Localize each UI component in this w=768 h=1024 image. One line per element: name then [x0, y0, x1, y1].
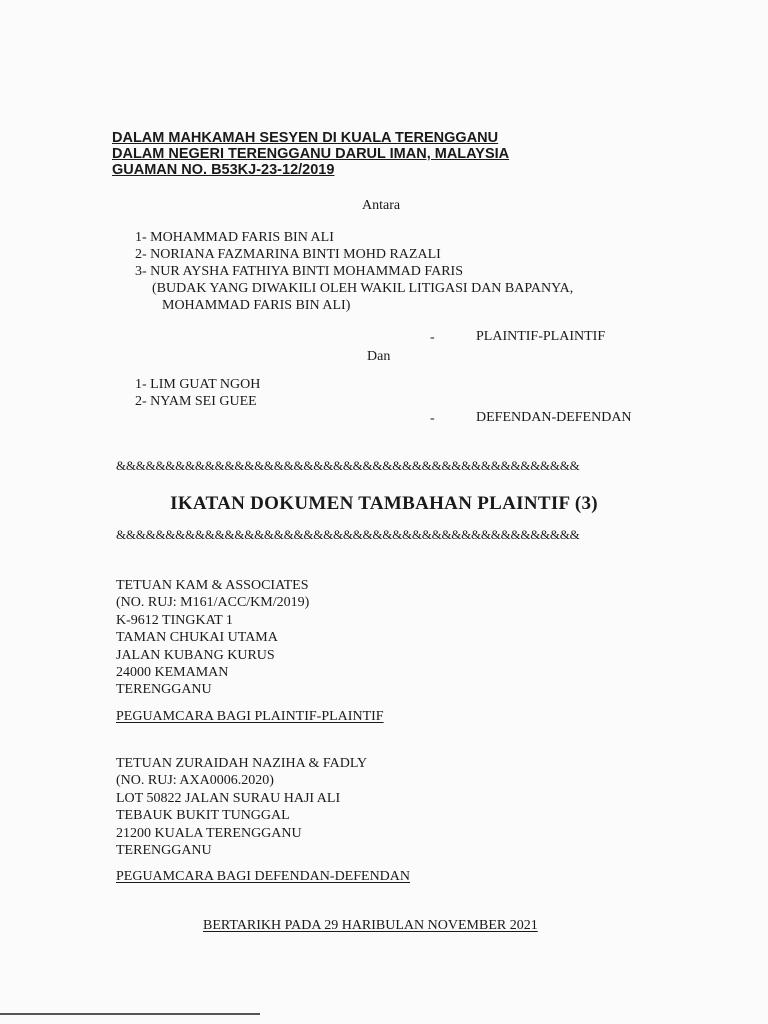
defendant-solicitor-address-line: TERENGGANU: [116, 843, 212, 859]
court-name: DALAM MAHKAMAH SESYEN DI KUALA TERENGGANU: [112, 130, 499, 146]
plaintiff-solicitor-ref: (NO. RUJ: M161/ACC/KM/2019): [116, 595, 310, 611]
plaintiff-solicitor-address-line: 24000 KEMAMAN: [116, 665, 229, 681]
date-line: BERTARIKH PADA 29 HARIBULAN NOVEMBER 2021: [203, 918, 538, 933]
plaintiff-solicitor-firm: TETUAN KAM & ASSOCIATES: [116, 578, 309, 593]
defendant-solicitor-address: [116, 755, 367, 859]
document-title: IKATAN DOKUMEN TAMBAHAN PLAINTIF (3): [170, 493, 598, 514]
plaintiff-2: 2- NORIANA FAZMARINA BINTI MOHD RAZALI: [135, 247, 441, 262]
defendant-1: 1- LIM GUAT NGOH: [135, 377, 261, 392]
defendant-role-dash: -: [430, 411, 435, 426]
plaintiff-solicitor-address-line: K-9612 TINGKAT 1: [116, 612, 233, 628]
plaintiff-solicitor-address-line: TAMAN CHUKAI UTAMA: [116, 630, 278, 646]
plaintiff-solicitor-address-line: TERENGGANU: [116, 682, 212, 698]
plaintiff-solicitor-address: [116, 577, 309, 699]
defendant-solicitor-firm: TETUAN ZURAIDAH NAZIHA & FADLY: [116, 756, 368, 771]
plaintiff-role: PLAINTIF-PLAINTIF: [476, 329, 606, 344]
plaintiff-solicitor-label: PEGUAMCARA BAGI PLAINTIF-PLAINTIF: [116, 709, 384, 724]
plaintiff-solicitor-address-line: JALAN KUBANG KURUS: [116, 647, 275, 663]
defendant-2: 2- NYAM SEI GUEE: [135, 394, 257, 409]
court-state: DALAM NEGERI TERENGGANU DARUL IMAN, MALAYSIA: [112, 146, 510, 162]
scan-edge-line: [0, 1013, 260, 1015]
plaintiff-1: 1- MOHAMMAD FARIS BIN ALI: [135, 230, 334, 245]
defendant-solicitor-label: PEGUAMCARA BAGI DEFENDAN-DEFENDAN: [116, 869, 411, 884]
court-header: [112, 130, 509, 178]
defendant-solicitor-address-line: TEBAUK BUKIT TUNGGAL: [116, 808, 290, 824]
plaintiff-role-dash: -: [430, 330, 435, 345]
antara-label: Antara: [362, 198, 401, 213]
plaintiff-note-2: MOHAMMAD FARIS BIN ALI): [162, 298, 351, 313]
defendant-solicitor-address-line: LOT 50822 JALAN SURAU HAJI ALI: [116, 790, 341, 806]
separator-bottom: &&&&&&&&&&&&&&&&&&&&&&&&&&&&&&&&&&&&&&&&&&&&&&&: [116, 527, 580, 542]
separator-top: &&&&&&&&&&&&&&&&&&&&&&&&&&&&&&&&&&&&&&&&&&&&&&&: [116, 458, 580, 473]
plaintiff-note-1: (BUDAK YANG DIWAKILI OLEH WAKIL LITIGASI DAN BAPANYA,: [152, 281, 574, 296]
dan-label: Dan: [367, 349, 391, 364]
defendant-solicitor-address-line: 21200 KUALA TERENGGANU: [116, 825, 302, 841]
plaintiff-3: 3- NUR AYSHA FATHIYA BINTI MOHAMMAD FARIS: [135, 264, 464, 279]
defendant-solicitor-ref: (NO. RUJ: AXA0006.2020): [116, 773, 274, 789]
case-number: GUAMAN NO. B53KJ-23-12/2019: [112, 162, 335, 178]
defendant-role: DEFENDAN-DEFENDAN: [476, 410, 632, 425]
